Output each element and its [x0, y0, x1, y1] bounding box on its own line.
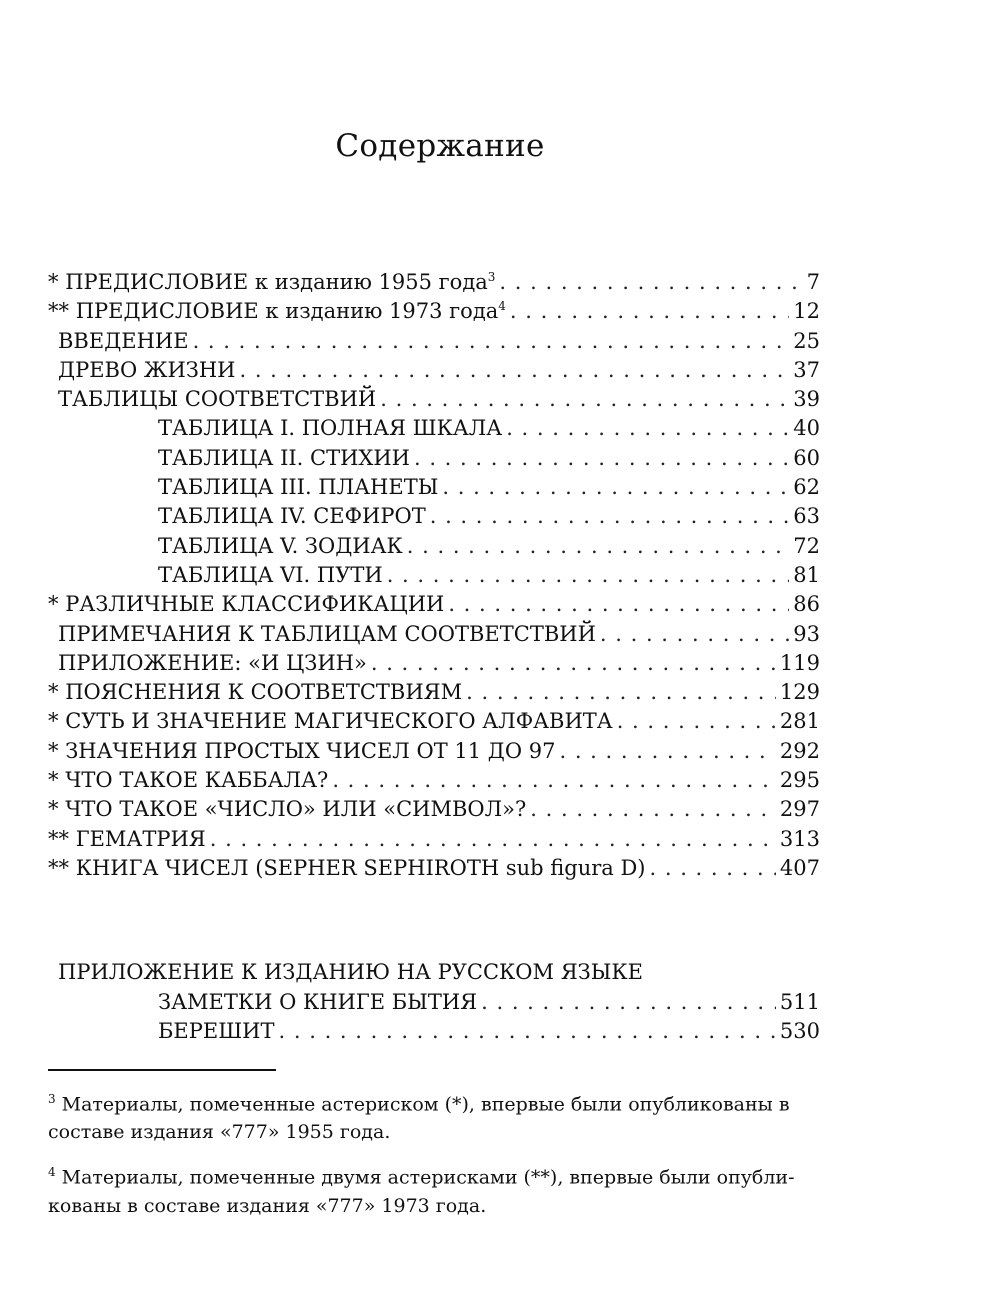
toc-entry-label: ТАБЛИЦЫ СООТВЕТСТВИЙ	[58, 387, 377, 412]
leader-dots	[448, 592, 789, 616]
leader-dots	[442, 475, 789, 499]
toc-subentry	[48, 504, 820, 533]
leader-dots	[481, 990, 776, 1014]
toc-entry	[48, 709, 820, 738]
toc-entry-label: * РАЗЛИЧНЫЕ КЛАССИФИКАЦИИ	[48, 592, 445, 617]
toc-entry-page: 12	[793, 299, 820, 324]
toc-entry-label: ТАБЛИЦА V. ЗОДИАК	[158, 533, 403, 558]
toc-entry-page: 39	[793, 387, 820, 412]
toc-entry-label: БЕРЕШИТ	[158, 1019, 275, 1044]
toc-entry-label: * ПОЯСНЕНИЯ К СООТВЕТСТВИЯМ	[48, 680, 463, 705]
toc-subentry	[48, 475, 820, 504]
toc-entry	[48, 592, 820, 621]
toc-entry-page: 281	[779, 709, 820, 734]
toc-entry-page: 407	[779, 855, 820, 880]
toc-entry-page: 297	[779, 797, 820, 822]
toc-entry-label: ЗАМЕТКИ О КНИГЕ БЫТИЯ	[158, 990, 478, 1014]
toc-entry-page: 81	[793, 562, 820, 587]
toc-entry	[48, 270, 820, 299]
toc-entry-page: 63	[793, 504, 820, 529]
footnote-ref: 3	[487, 270, 496, 284]
toc-entry-label: ПРИМЕЧАНИЯ К ТАБЛИЦАМ СООТВЕТСТВИЙ	[58, 621, 596, 646]
footnote-divider	[48, 1069, 276, 1071]
toc-entry-page: 62	[793, 475, 820, 500]
toc-entry-label: * ЧТО ТАКОЕ КАББАЛА?	[48, 768, 329, 793]
toc-entry-page: 511	[779, 990, 820, 1014]
leader-dots	[414, 446, 789, 470]
toc-entry-label: ** ПРЕДИСЛОВИЕ к изданию 1973 года$^4$	[48, 299, 506, 324]
toc-entry	[48, 387, 820, 416]
footnote	[48, 1085, 828, 1146]
toc-entry-page: 60	[793, 445, 820, 470]
toc-entry-page: 129	[779, 680, 820, 705]
toc-entry-label: ТАБЛИЦА III. ПЛАНЕТЫ	[158, 475, 439, 500]
leader-dots	[600, 622, 789, 646]
toc-entry	[48, 797, 820, 826]
toc-entry	[48, 739, 820, 768]
footnote-mark: 3	[48, 1092, 56, 1106]
toc-entry-page: 40	[793, 416, 820, 441]
leader-dots	[387, 563, 790, 587]
toc-entry-page: 93	[793, 621, 820, 646]
leader-dots	[193, 329, 790, 353]
leader-dots	[279, 1019, 776, 1043]
footnote-mark: 4	[48, 1165, 56, 1180]
leader-dots	[650, 856, 776, 880]
toc-entry-label: * ЗНАЧЕНИЯ ПРОСТЫХ ЧИСЕЛ ОТ 11 ДО 97	[48, 738, 556, 763]
toc-subentry	[58, 990, 820, 1019]
toc-entry-page: 37	[793, 357, 820, 382]
appendix-heading: ПРИЛОЖЕНИЕ К ИЗДАНИЮ НА РУССКОМ ЯЗЫКЕ	[58, 960, 643, 984]
toc-entry	[48, 651, 820, 680]
toc-entry-page: 119	[779, 650, 820, 675]
toc-entry	[48, 768, 820, 797]
leader-dots	[466, 680, 776, 704]
footnote-text: Материалы, помеченные астериском (*), впервые были опубликованы в составе издания «777» 1955 года.	[48, 1093, 790, 1144]
toc-entry	[48, 329, 820, 358]
leader-dots	[210, 827, 776, 851]
toc-entry-page: 86	[793, 592, 820, 617]
leader-dots	[239, 358, 789, 382]
toc-entry-page: 295	[779, 768, 820, 793]
leader-dots	[371, 651, 776, 675]
leader-dots	[530, 797, 776, 821]
toc-subentry	[48, 416, 820, 445]
leader-dots	[617, 709, 776, 733]
toc-entry-label: ВВЕДЕНИЕ	[58, 328, 189, 353]
leader-dots	[559, 739, 775, 763]
toc-entry	[48, 827, 820, 856]
toc-entry-label: ТАБЛИЦА VI. ПУТИ	[158, 562, 383, 587]
leader-dots	[332, 768, 776, 792]
toc-subentry	[48, 446, 820, 475]
leader-dots	[430, 504, 790, 528]
toc-list	[48, 270, 820, 885]
toc-entry	[48, 856, 820, 885]
toc-entry-page: 25	[793, 328, 820, 353]
toc-entry	[48, 622, 820, 651]
footnotes	[48, 1085, 828, 1232]
toc-entry-label: ТАБЛИЦА IV. СЕФИРОТ	[158, 504, 426, 529]
page-title: Содержание	[335, 128, 545, 164]
toc-entry-label: ** КНИГА ЧИСЕЛ (SEPHER SEPHIROTH sub figura D)	[48, 855, 646, 880]
toc-entry-page: 313	[779, 826, 820, 851]
toc-subentry	[48, 563, 820, 592]
leader-dots	[499, 270, 802, 294]
footnote-ref: 4	[498, 299, 506, 314]
footnote	[48, 1158, 828, 1219]
toc-entry-page: 7	[806, 270, 820, 294]
toc-entry-label: * СУТЬ И ЗНАЧЕНИЕ МАГИЧЕСКОГО АЛФАВИТА	[48, 709, 613, 734]
toc-entry-label: ТАБЛИЦА II. СТИХИИ	[158, 445, 410, 470]
toc-entry-page: 530	[779, 1019, 820, 1044]
toc-subentry	[58, 1019, 820, 1048]
toc-entry-label: * ПРЕДИСЛОВИЕ к изданию 1955 года$^3$	[48, 270, 496, 294]
toc-entry-label: ДРЕВО ЖИЗНИ	[58, 357, 236, 382]
toc-entry-label: * ЧТО ТАКОЕ «ЧИСЛО» ИЛИ «СИМВОЛ»?	[48, 797, 527, 822]
toc-entry-label: ПРИЛОЖЕНИЕ: «И ЦЗИН»	[58, 650, 367, 675]
leader-dots	[407, 534, 790, 558]
leader-dots	[510, 299, 789, 323]
toc-entry	[48, 358, 820, 387]
toc-entry	[48, 680, 820, 709]
appendix-section	[58, 960, 820, 1049]
toc-entry-label: ТАБЛИЦА I. ПОЛНАЯ ШКАЛА	[158, 416, 503, 441]
toc-subentry	[48, 534, 820, 563]
footnote-text: Материалы, помеченные двумя астерисками (**), впервые были опубли-кованы в составе издания «777» 1973 года.	[48, 1166, 795, 1217]
leader-dots	[380, 387, 789, 411]
toc-entry	[48, 299, 820, 328]
toc-entry-page: 292	[779, 738, 820, 763]
toc-entry-page: 72	[793, 533, 820, 558]
leader-dots	[506, 416, 789, 440]
toc-entry-label: ** ГЕМАТРИЯ	[48, 826, 206, 851]
